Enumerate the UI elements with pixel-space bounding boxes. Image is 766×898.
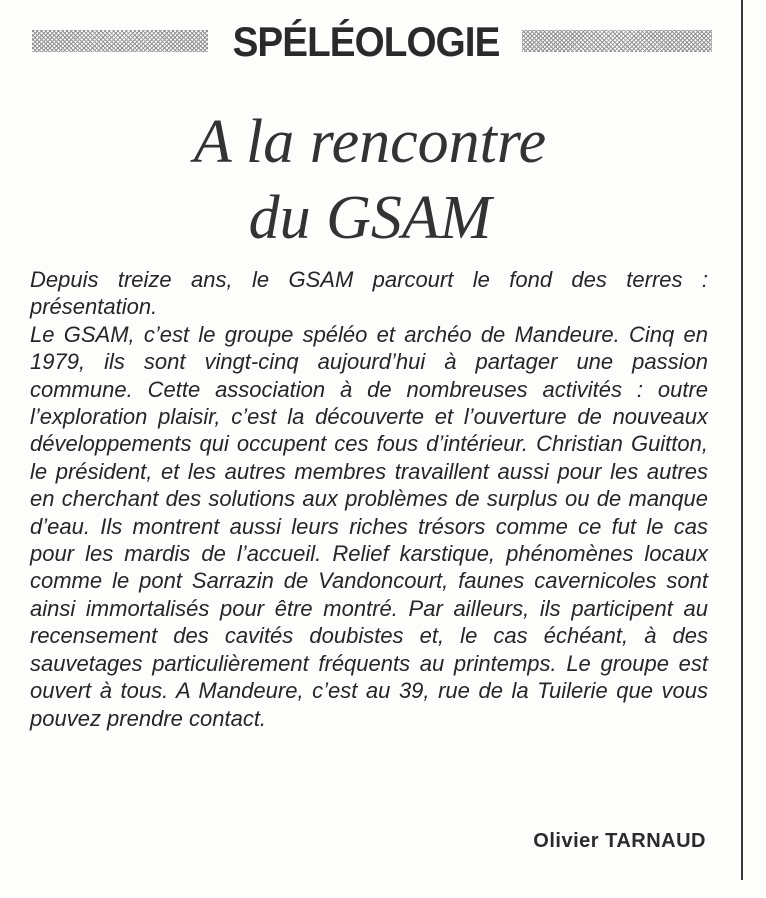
article-headline [60,104,680,256]
hatch-band-right [522,30,712,52]
section-title: SPÉLÉOLOGIE [232,18,500,65]
hatch-band-left [32,30,208,52]
article-lead: Depuis treize ans, le GSAM parcourt le fond des terres : présentation. [30,267,708,320]
headline-line-2: du GSAM [248,184,492,252]
section-header [32,16,712,68]
column-rule [741,0,743,880]
article-paragraph: Le GSAM, c’est le groupe spéléo et archéo de Mandeure. Cinq en 1979, ils sont vingt-cinq aujourd’hui à partager une passion commune. Cette association à de nombreuses activités : outre l’exploration plaisir, c’est la découverte et l’ouverture de nouveaux développements qui occupent ces fous d’intérieur. Christian Guitton, le président, et les autres membres travaillent aussi pour les autres en cherchant des solutions aux problèmes de surplus ou de manque d’eau. Ils montrent aussi leurs riches trésors comme ce fut le cas pour les mardis de l’accueil. Relief karstique, phénomènes locaux comme le pont Sarrazin de Vandoncourt, faunes cavernicoles sont ainsi immortalisés pour être montré. Par ailleurs, ils participent au recensement des cavités doubistes et, le cas échéant, à des sauvetages particulièrement fréquents au printemps. Le groupe est ouvert à tous. A Mandeure, c’est au 39, rue de la Tuilerie que vous pouvez prendre contact. [30,321,708,731]
author-byline: Olivier TARNAUD [533,830,706,852]
article-body [30,266,708,732]
headline-line-1: A la rencontre [193,108,547,176]
